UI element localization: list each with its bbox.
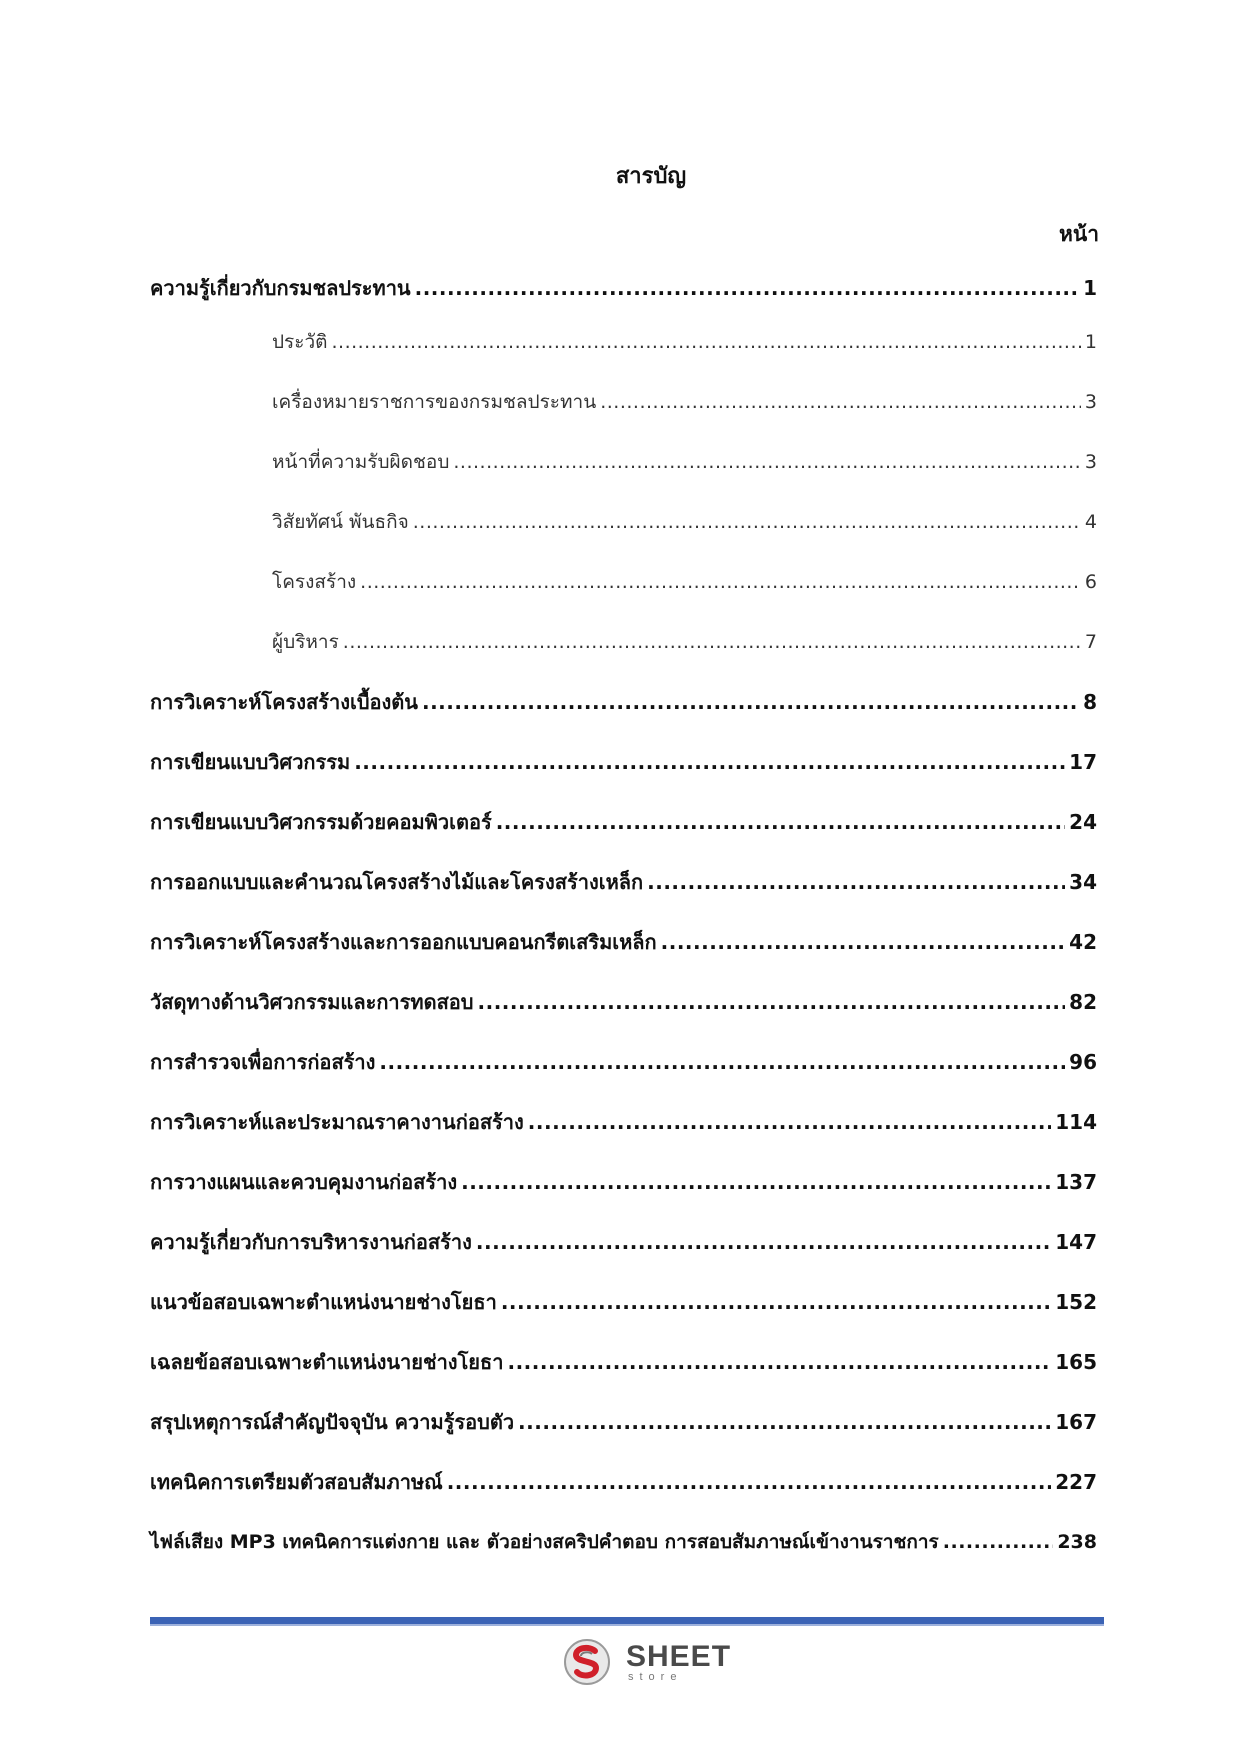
toc-entry-page: 24 [1069, 810, 1097, 834]
toc-entry-page: 3 [1084, 391, 1097, 413]
toc-entry [150, 1225, 1097, 1259]
toc-entry-label: วัสดุทางด้านวิศวกรรมและการทดสอบ [150, 990, 474, 1014]
toc-subentry [272, 565, 1097, 599]
toc-entry-label: โครงสร้าง [272, 571, 357, 593]
leader-dots [422, 685, 1079, 719]
logo-text: SHEET [626, 1639, 732, 1673]
toc-entry-label: ความรู้เกี่ยวกับกรมชลประทาน [150, 276, 411, 300]
toc-entry-label: การวิเคราะห์โครงสร้างเบื้องต้น [150, 690, 418, 714]
toc-entry-page: 227 [1055, 1470, 1097, 1494]
toc-entry [150, 925, 1097, 959]
sheet-store-logo-icon [562, 1637, 612, 1687]
leader-dots [415, 271, 1079, 305]
leader-dots [943, 1525, 1054, 1559]
leader-dots [507, 1345, 1051, 1379]
toc-entry-label: ความรู้เกี่ยวกับการบริหารงานก่อสร้าง [150, 1230, 472, 1254]
toc-entry [150, 1525, 1097, 1559]
toc-entry [150, 805, 1097, 839]
leader-dots [461, 1165, 1051, 1199]
toc-entry-label: การออกแบบและคำนวณโครงสร้างไม้และโครงสร้างเหล็ก [150, 870, 644, 894]
toc-entry-label: การวางแผนและควบคุมงานก่อสร้าง [150, 1170, 458, 1194]
leader-dots [478, 985, 1066, 1019]
leader-dots [379, 1045, 1065, 1079]
toc-entry-page: 8 [1083, 690, 1097, 714]
toc-title: สารบัญ [615, 164, 687, 189]
toc-entry-label: ผู้บริหาร [272, 631, 339, 653]
leader-dots [496, 805, 1065, 839]
toc-entry-page: 7 [1084, 631, 1097, 653]
toc-entry-page: 1 [1084, 331, 1097, 353]
toc-entry [150, 1165, 1097, 1199]
toc-entry-label: เฉลยข้อสอบเฉพาะตำแหน่งนายช่างโยธา [150, 1350, 504, 1374]
leader-dots [661, 925, 1066, 959]
toc-entry [150, 1045, 1097, 1079]
toc-subentry [272, 385, 1097, 419]
toc-entry [150, 1285, 1097, 1319]
leader-dots [354, 745, 1065, 779]
toc-entry-label: การวิเคราะห์และประมาณราคางานก่อสร้าง [150, 1110, 524, 1134]
toc-entry [150, 1345, 1097, 1379]
toc-entry [150, 1405, 1097, 1439]
leader-dots [360, 565, 1081, 599]
leader-dots [647, 865, 1065, 899]
toc-entry-label: การเขียนแบบวิศวกรรม [150, 750, 351, 774]
page-column-header: หน้า [1059, 222, 1099, 246]
logo-subtext: store [628, 1670, 683, 1683]
toc-entry-page: 152 [1055, 1290, 1097, 1314]
toc-entry-label: ประวัติ [272, 331, 328, 353]
toc-entry-page: 238 [1057, 1531, 1097, 1553]
toc-entry-page: 114 [1055, 1110, 1097, 1134]
toc-entry-page: 167 [1055, 1410, 1097, 1434]
toc-subentry [272, 505, 1097, 539]
toc-subentry [272, 445, 1097, 479]
toc-entry-page: 42 [1069, 930, 1097, 954]
leader-dots [343, 625, 1081, 659]
toc-entry-label: การสำรวจเพื่อการก่อสร้าง [150, 1050, 376, 1074]
leader-dots [600, 385, 1081, 419]
leader-dots [501, 1285, 1051, 1319]
leader-dots [413, 505, 1081, 539]
leader-dots [528, 1105, 1051, 1139]
toc-entry-label: การวิเคราะห์โครงสร้างและการออกแบบคอนกรีตเสริมเหล็ก [150, 930, 657, 954]
toc-entry-page: 165 [1055, 1350, 1097, 1374]
toc-entry-page: 1 [1083, 276, 1097, 300]
leader-dots [518, 1405, 1051, 1439]
toc-entry-page: 17 [1069, 750, 1097, 774]
toc-entry [150, 1105, 1097, 1139]
toc-entry [150, 865, 1097, 899]
toc-entry-label: หน้าที่ความรับผิดชอบ [272, 451, 450, 473]
toc-entry-page: 4 [1084, 511, 1097, 533]
toc-entry-page: 34 [1069, 870, 1097, 894]
footer-rule [150, 1617, 1104, 1626]
toc-subentry [272, 325, 1097, 359]
toc-entry-label: สรุปเหตุการณ์สำคัญปัจจุบัน ความรู้รอบตัว [150, 1410, 515, 1434]
toc-entry-page: 82 [1069, 990, 1097, 1014]
toc-entry-page: 3 [1084, 451, 1097, 473]
toc-entry [150, 745, 1097, 779]
leader-dots [331, 325, 1080, 359]
toc-entry [150, 985, 1097, 1019]
toc-entry-page: 137 [1055, 1170, 1097, 1194]
leader-dots [476, 1225, 1051, 1259]
toc-entry [150, 271, 1097, 305]
toc-entry-label: วิสัยทัศน์ พันธกิจ [272, 511, 409, 533]
sheet-store-logo [562, 1637, 730, 1687]
toc-entry-label: ไฟล์เสียง MP3 เทคนิคการแต่งกาย และ ตัวอย่างสคริปคำตอบ การสอบสัมภาษณ์เข้างานราชการ [150, 1531, 939, 1553]
toc-entry-label: เทคนิคการเตรียมตัวสอบสัมภาษณ์ [150, 1470, 443, 1494]
toc-entry-label: เครื่องหมายราชการของกรมชลประทาน [272, 391, 597, 413]
toc-entry-page: 147 [1055, 1230, 1097, 1254]
toc-entry-page: 6 [1084, 571, 1097, 593]
toc-entry [150, 1465, 1097, 1499]
toc-entry-label: แนวข้อสอบเฉพาะตำแหน่งนายช่างโยธา [150, 1290, 497, 1314]
toc-entry [150, 685, 1097, 719]
logo-wordmark [626, 1639, 732, 1683]
leader-dots [453, 445, 1081, 479]
toc-subentry [272, 625, 1097, 659]
toc-entry-page: 96 [1069, 1050, 1097, 1074]
toc-entry-label: การเขียนแบบวิศวกรรมด้วยคอมพิวเตอร์ [150, 810, 492, 834]
leader-dots [447, 1465, 1052, 1499]
